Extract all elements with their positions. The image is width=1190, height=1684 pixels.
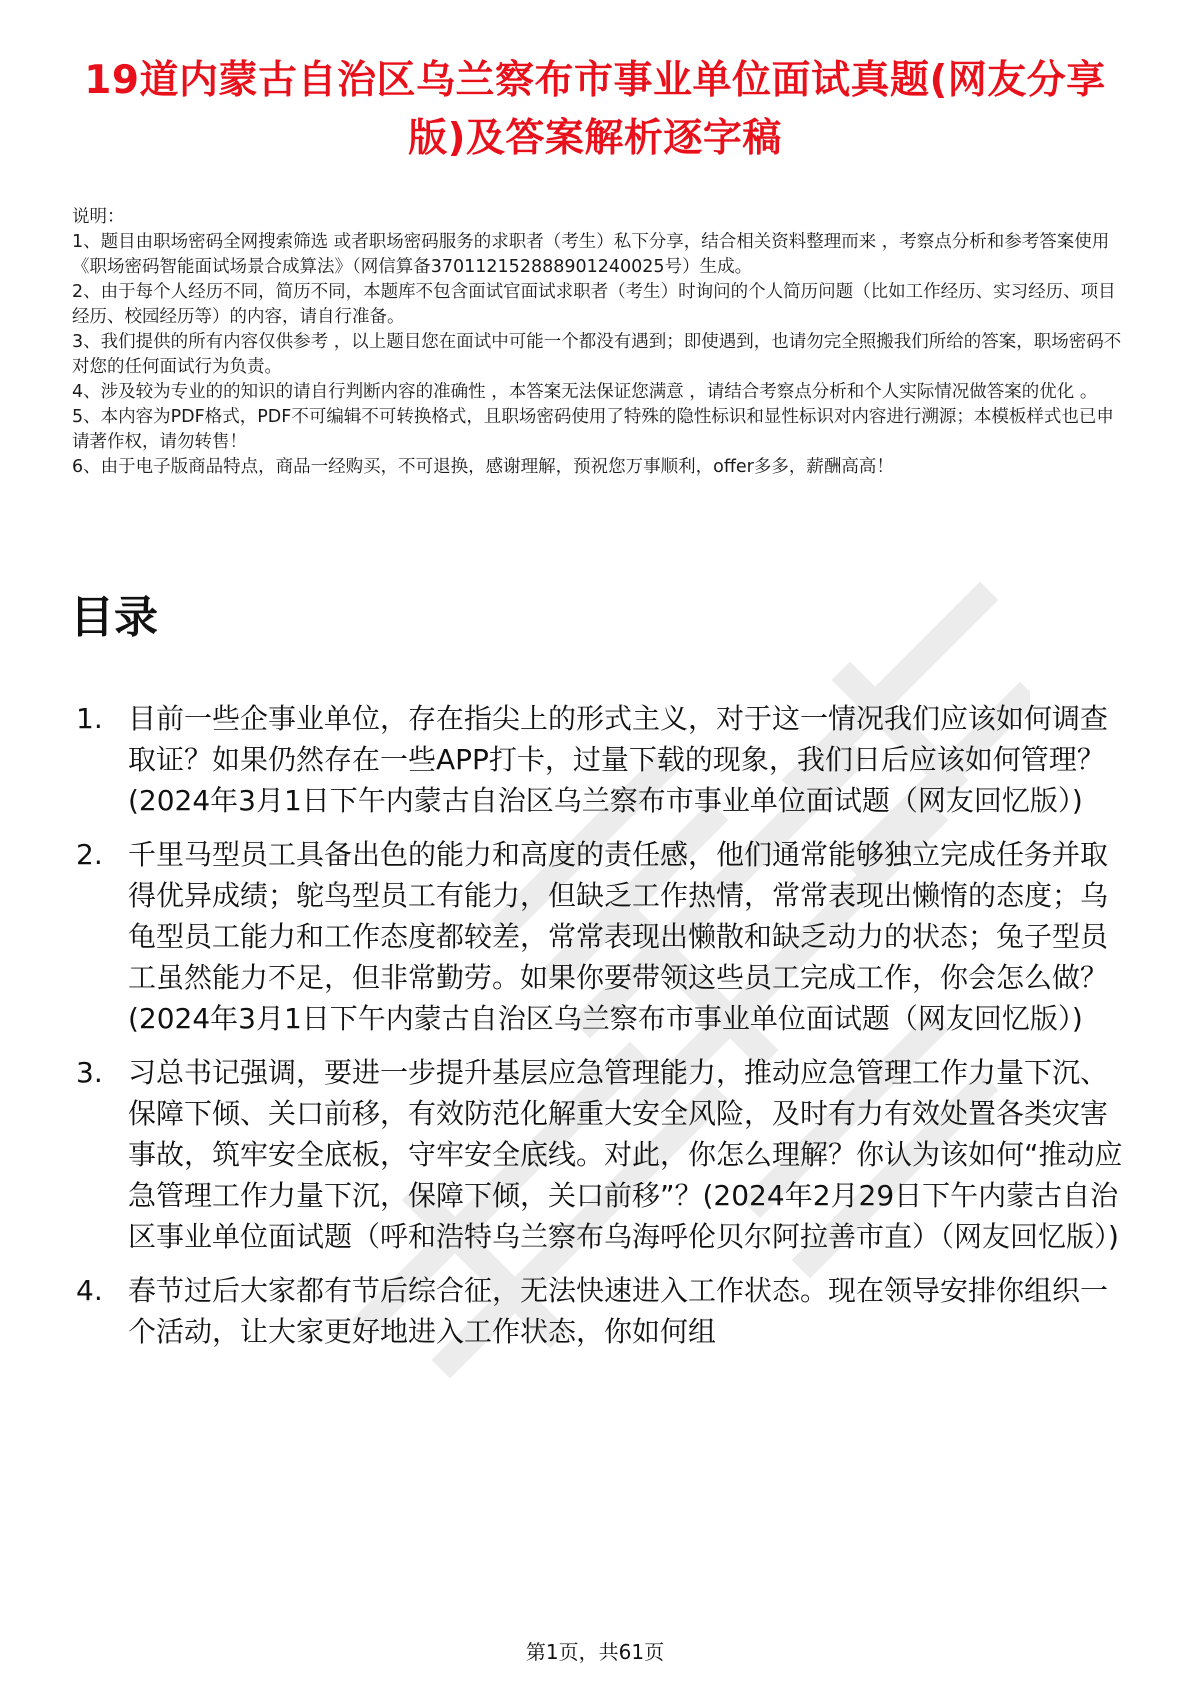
notes-item: 3、我们提供的所有内容仅供参考 ，以上题目您在面试中可能一个都没有遇到；即使遇到，也请勿完全照搬我们所给的答案，职场密码不对您的任何面试行为负责。 <box>72 332 1122 377</box>
document-title: 19道内蒙古自治区乌兰察布市事业单位面试真题(网友分享版)及答案解析逐字稿 <box>84 58 1106 161</box>
notes-section <box>72 205 1122 480</box>
notes-item: 4、涉及较为专业的的知识的请自行判断内容的准确性 ，本答案无法保证您满意 ，请结合考察点分析和个人实际情况做答案的优化 。 <box>72 382 1098 402</box>
notes-item: 1、题目由职场密码全网搜索筛选 或者职场密码服务的求职者（考生）私下分享，结合相关资料整理而来 ，考察点分析和参考答案使用《职场密码智能面试场景合成算法》（网信算备370112152888901240025号）生成。 <box>72 232 1110 277</box>
notes-item: 2、由于每个人经历不同，简历不同，本题库不包含面试官面试求职者（考生）时询问的个人简历问题（比如工作经历、实习经历、项目经历、校园经历等）的内容，请自行准备。 <box>72 282 1116 327</box>
question-number: 2. <box>76 838 103 871</box>
question-item[interactable] <box>76 834 1126 1039</box>
question-number: 3. <box>76 1056 103 1089</box>
question-text: 春节过后大家都有节后综合征，无法快速进入工作状态。现在领导安排你组织一个活动，让大家更好地进入工作状态，你如何组 <box>128 1274 1109 1348</box>
notes-item: 5、本内容为PDF格式，PDF不可编辑不可转换格式，且职场密码使用了特殊的隐性标识和显性标识对内容进行溯源；本模板样式也已申请著作权，请勿转售！ <box>72 407 1114 452</box>
notes-heading: 说明： <box>72 207 125 227</box>
question-item[interactable] <box>76 1052 1126 1257</box>
question-item[interactable] <box>76 698 1126 821</box>
notes-item: 6、由于电子版商品特点，商品一经购买，不可退换，感谢理解，预祝您万事顺利，offer多多，薪酬高高！ <box>72 457 894 477</box>
question-number: 1. <box>76 702 103 735</box>
page-footer: 第1页，共61页 <box>525 1640 665 1664</box>
question-text: 习总书记强调，要进一步提升基层应急管理能力，推动应急管理工作力量下沉、保障下倾、关口前移，有效防范化解重大安全风险，及时有力有效处置各类灾害事故，筑牢安全底板，守牢安全底线。对此，你怎么理解？你认为该如何“推动应急管理工作力量下沉，保障下倾，关口前移”？(2024年2月29日下午内蒙古自治区事业单位面试题（呼和浩特乌兰察布乌海呼伦贝尔阿拉善市直）（网友回忆版）) <box>128 1056 1123 1253</box>
question-list <box>76 698 1126 1365</box>
question-number: 4. <box>76 1274 103 1307</box>
toc-heading: 目录 <box>70 592 158 643</box>
question-item[interactable] <box>76 1270 1126 1352</box>
question-text: 千里马型员工具备出色的能力和高度的责任感，他们通常能够独立完成任务并取得优异成绩；鸵鸟型员工有能力，但缺乏工作热情，常常表现出懒惰的态度；乌龟型员工能力和工作态度都较差，常常表现出懒散和缺乏动力的状态；兔子型员工虽然能力不足，但非常勤劳。如果你要带领这些员工完成工作，你会怎么做？(2024年3月1日下午内蒙古自治区乌兰察布市事业单位面试题（网友回忆版）) <box>128 838 1109 1035</box>
question-text: 目前一些企事业单位，存在指尖上的形式主义，对于这一情况我们应该如何调查取证？如果仍然存在一些APP打卡，过量下载的现象，我们日后应该如何管理？(2024年3月1日下午内蒙古自治区乌兰察布市事业单位面试题（网友回忆版）) <box>128 702 1109 817</box>
